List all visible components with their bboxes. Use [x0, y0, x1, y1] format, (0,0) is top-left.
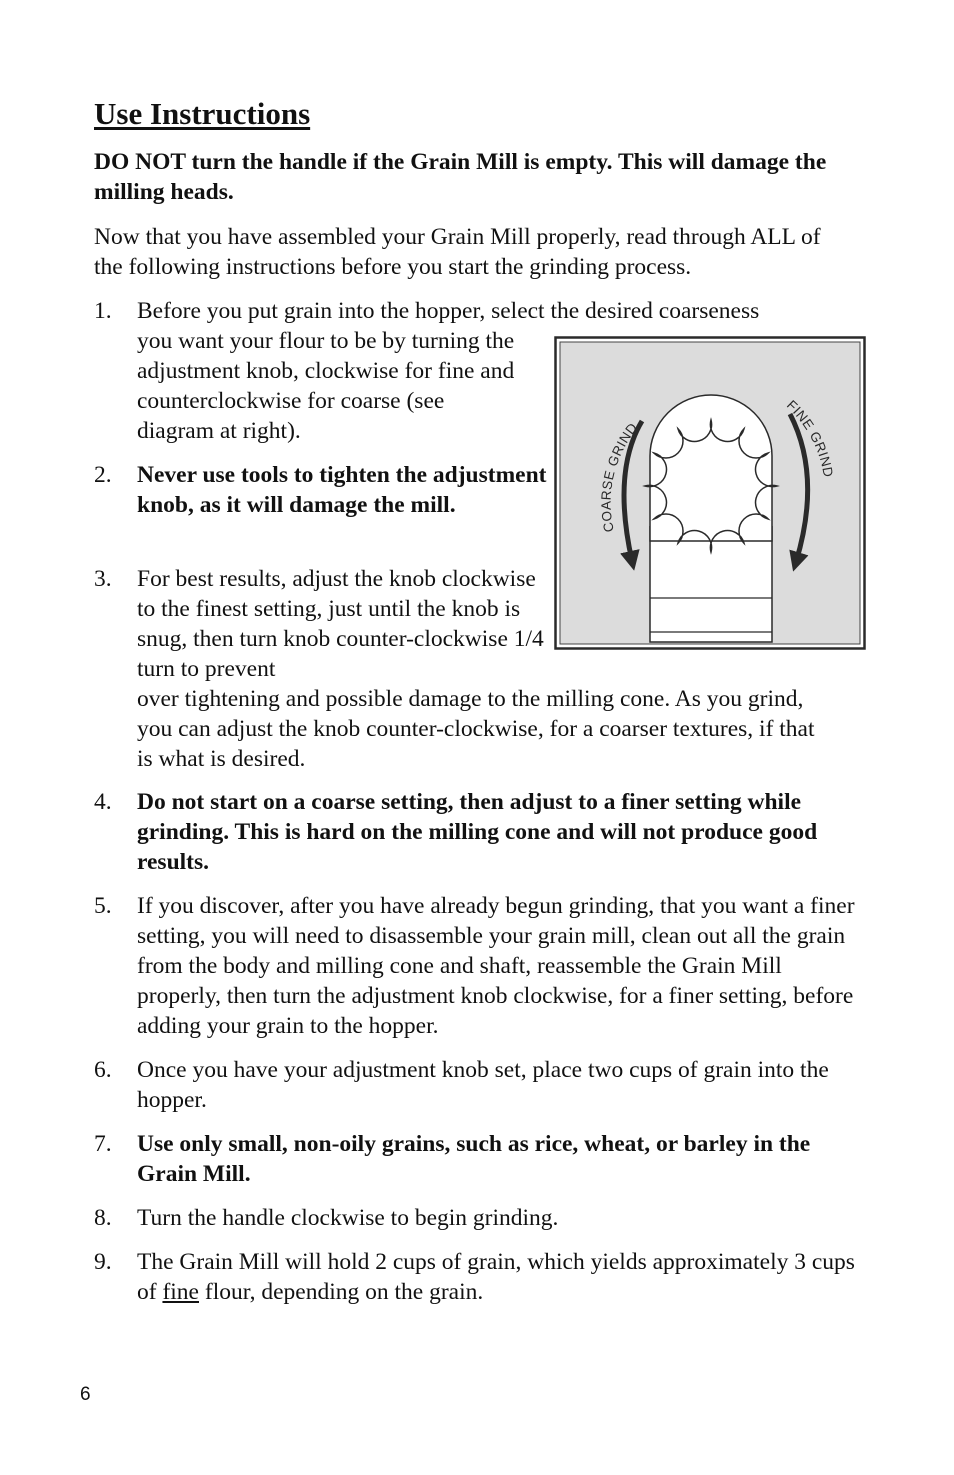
- item-number: 9.: [94, 1249, 112, 1275]
- intro-text: Now that you have assembled your Grain Mill properly, read through ALL of the following instructions before you start the grinding process.: [94, 224, 821, 280]
- item-text: Never use tools to tighten the adjustment knob, as it will damage the mill.: [137, 462, 547, 518]
- item-text-rest: over tightening and possible damage to the milling cone. As you grind, you can adjust the knob counter-clockwise, for a coarser textures, if that is what is desired.: [137, 686, 815, 772]
- item-number: 8.: [94, 1205, 112, 1231]
- item-text: If you discover, after you have already begun grinding, that you want a finer setting, you will need to disassemble your grain mill, clean out all the grain from the body and milling cone and shaft, reassemble the Grain Mill properly, then turn the adjustment knob clockwise, for a finer setting, before adding your grain to the hopper.: [137, 893, 855, 1039]
- list-item: [94, 891, 864, 1041]
- list-item: [94, 1129, 864, 1189]
- item-text-rest: you want your flour to be by turning the adjustment knob, clockwise for fine and counterclockwise for coarse (see diagram at right).: [137, 328, 515, 444]
- list-item: [94, 787, 864, 877]
- fine-grind-label: FINE GRIND: [783, 397, 837, 479]
- item-number: 3.: [94, 566, 112, 592]
- warning-text: DO NOT turn the handle if the Grain Mill is empty. This will damage the milling heads.: [94, 149, 827, 205]
- item-text: Use only small, non-oily grains, such as rice, wheat, or barley in the Grain Mill.: [137, 1131, 811, 1187]
- list-item: [94, 1247, 864, 1307]
- item-text-after: flour, depending on the grain.: [199, 1279, 484, 1305]
- item-text-before: The Grain Mill will hold 2 cups of grain, which yields approximately 3 cups of: [137, 1249, 855, 1305]
- item-number: 4.: [94, 789, 112, 815]
- list-item: [94, 1203, 864, 1233]
- item-number: 2.: [94, 462, 112, 488]
- item-text-short: For best results, adjust the knob clockwise to the finest setting, just until the knob is snug, then turn knob counter-clockwise 1/4 turn to prevent: [137, 566, 544, 682]
- coarse-grind-label: COARSE GRIND: [598, 419, 641, 534]
- item-text: Turn the handle clockwise to begin grinding.: [137, 1205, 559, 1231]
- item-text-underlined: fine: [162, 1279, 199, 1305]
- item-number: 6.: [94, 1057, 112, 1083]
- page-title: Use Instructions: [94, 96, 311, 131]
- item-text: Do not start on a coarse setting, then adjust to a finer setting while grinding. This is hard on the milling cone and will not produce good results.: [137, 789, 818, 875]
- item-text: Once you have your adjustment knob set, place two cups of grain into the hopper.: [137, 1057, 829, 1113]
- page-number: 6: [80, 1384, 91, 1405]
- list-item: [94, 460, 554, 520]
- item-number: 7.: [94, 1131, 112, 1157]
- item-text-line: Before you put grain into the hopper, select the desired coarseness: [137, 298, 760, 324]
- item-text: [137, 1247, 864, 1307]
- item-number: 1.: [94, 298, 112, 324]
- list-item: [94, 1055, 864, 1115]
- item-number: 5.: [94, 893, 112, 919]
- adjustment-knob-diagram: [554, 336, 866, 650]
